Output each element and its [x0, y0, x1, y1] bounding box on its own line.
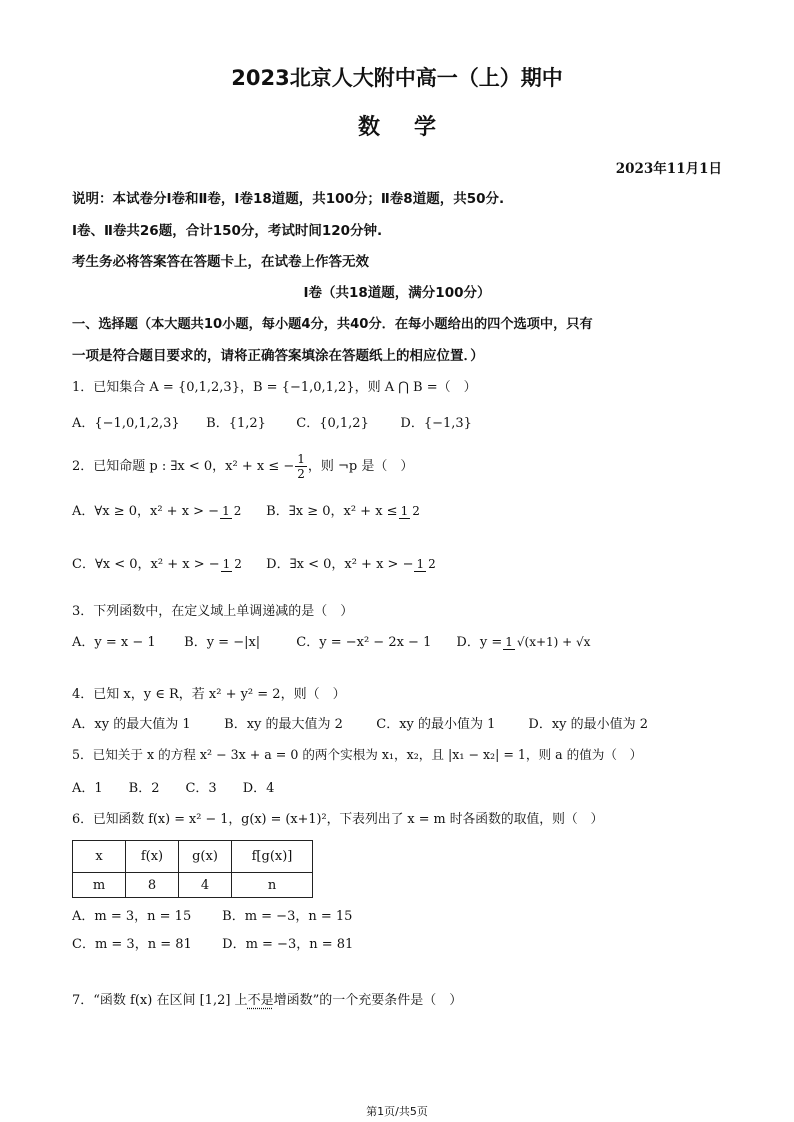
table-header-cell: f(x) — [126, 841, 179, 873]
part-heading-line-1: 一、选择题（本大题共10小题，每小题4分，共40分．在每小题给出的四个选项中，只有 — [72, 317, 593, 332]
question-2-stem — [72, 452, 413, 481]
instruction-line-2: Ⅰ卷、Ⅱ卷共26题，合计150分，考试时间120分钟. — [72, 223, 383, 239]
option-c-text: C．∀x < 0，x² + x > − — [72, 557, 220, 572]
option-b — [266, 500, 423, 519]
option-c: C．m = 3，n = 81 — [72, 937, 192, 952]
question-6-options-row-1 — [72, 905, 352, 924]
question-3-stem: 3．下列函数中，在定义域上单调递减的是（ ） — [72, 604, 354, 619]
table-row — [73, 873, 313, 898]
option-b: B．xy 的最大值为 2 — [224, 717, 343, 732]
q2-stem-text: 2．已知命题 p : ∃x < 0，x² + x ≤ − — [72, 459, 295, 474]
question-6-stem: 6．已知函数 f(x) = x² − 1，g(x) = (x+1)²，下表列出了 x = m 时各函数的取值，则（ ） — [72, 812, 604, 827]
question-6-options-row-2 — [72, 933, 353, 952]
option-c — [72, 553, 262, 572]
section-heading: Ⅰ卷（共18道题，满分100分） — [303, 285, 491, 301]
fraction-half — [414, 557, 437, 572]
exam-date: 2023年11月1日 — [615, 161, 722, 177]
option-d — [266, 553, 439, 572]
fraction-denominator: 2 — [412, 504, 420, 518]
question-2-options-row-1 — [72, 500, 423, 519]
fraction-numerator: 1 — [505, 635, 513, 649]
option-b-text: B．∃x ≥ 0，x² + x ≤ — [266, 504, 398, 519]
fraction-denominator: 2 — [234, 557, 242, 571]
fraction-denominator: 2 — [428, 557, 436, 571]
q2-stem-tail: ，则 ¬p 是（ ） — [307, 459, 414, 474]
option-d-text: D．y = — [456, 635, 503, 650]
fraction-numerator: 1 — [416, 557, 425, 571]
fraction-denominator: 2 — [233, 504, 242, 518]
subject-title: 数学 — [357, 115, 470, 140]
fraction-numerator: 1 — [400, 504, 409, 518]
option-a — [72, 500, 262, 519]
part-heading-line-2: 一项是符合题目要求的，请将正确答案填涂在答题纸上的相应位置．） — [72, 348, 484, 364]
option-b: B．m = −3，n = 15 — [222, 909, 353, 924]
table-header-cell: x — [73, 841, 126, 873]
fraction-numerator: 1 — [222, 557, 231, 571]
q7-emphasis: 不是 — [247, 993, 274, 1008]
option-a: A．y = x − 1 — [72, 635, 156, 650]
option-c: C．xy 的最小值为 1 — [376, 717, 496, 732]
table-header-row — [73, 841, 313, 873]
option-d-text: D．∃x < 0，x² + x > − — [266, 557, 414, 572]
function-value-table — [72, 840, 313, 898]
fraction-denominator: 2 — [297, 467, 305, 481]
option-b: B．y = −|x| — [184, 635, 261, 650]
page-title: 2023北京人大附中高一（上）期中 — [231, 66, 563, 90]
question-5-stem: 5．已知关于 x 的方程 x² − 3x + a = 0 的两个实根为 x₁，x₂，且 |x₁ − x₂| = 1，则 a 的值为（ ） — [72, 747, 643, 762]
option-a: A．{−1,0,1,2,3} — [72, 416, 180, 431]
fraction-numerator: 1 — [297, 452, 305, 466]
table-header-cell: g(x) — [179, 841, 232, 873]
table-cell: m — [73, 873, 126, 898]
q7-stem-text: 7．“函数 f(x) 在区间 [1,2] 上 — [72, 993, 248, 1008]
question-1-stem: 1．已知集合 A = {0,1,2,3}，B = {−1,0,1,2}，则 A ⋂ B =（ ） — [72, 380, 477, 395]
instruction-line-1: 说明：本试卷分Ⅰ卷和Ⅱ卷，Ⅰ卷18道题，共100分；Ⅱ卷8道题，共50分. — [72, 191, 505, 207]
question-7-stem — [72, 989, 462, 1008]
option-b: B．{1,2} — [206, 416, 266, 431]
option-a: A．m = 3，n = 15 — [72, 909, 192, 924]
option-c: C．y = −x² − 2x − 1 — [296, 635, 432, 650]
table-cell: n — [232, 873, 313, 898]
option-d: D．xy 的最小值为 2 — [528, 717, 649, 732]
q7-stem-tail: 增函数”的一个充要条件是（ ） — [273, 993, 463, 1008]
option-d: D．{−1,3} — [400, 416, 472, 431]
question-3-options — [72, 631, 593, 650]
question-2-options-row-2 — [72, 553, 439, 572]
table-cell: 8 — [126, 873, 179, 898]
question-1-options — [72, 412, 472, 431]
option-a-text: A．∀x ≥ 0，x² + x > − — [72, 504, 220, 519]
fraction-option-d — [503, 635, 592, 650]
option-d — [456, 631, 593, 650]
table-cell: 4 — [179, 873, 232, 898]
fraction-half — [220, 504, 243, 519]
fraction-denominator: √(x+1) + √x — [516, 635, 591, 649]
fraction-half — [295, 452, 307, 481]
table-header-cell: f[g(x)] — [232, 841, 313, 873]
question-5-options: A．1 B．2 C．3 D．4 — [72, 781, 275, 796]
fraction-half — [221, 557, 244, 572]
page-footer: 第1页/共5页 — [366, 1105, 428, 1118]
fraction-numerator: 1 — [222, 504, 230, 518]
fraction-half — [399, 504, 422, 519]
question-4-stem: 4．已知 x，y ∈ R，若 x² + y² = 2，则（ ） — [72, 687, 346, 702]
option-a: A．xy 的最大值为 1 — [72, 717, 191, 732]
option-d: D．m = −3，n = 81 — [222, 937, 354, 952]
option-c: C．{0,1,2} — [296, 416, 369, 431]
question-4-options — [72, 713, 648, 732]
instruction-line-3: 考生务必将答案答在答题卡上，在试卷上作答无效 — [72, 254, 369, 270]
